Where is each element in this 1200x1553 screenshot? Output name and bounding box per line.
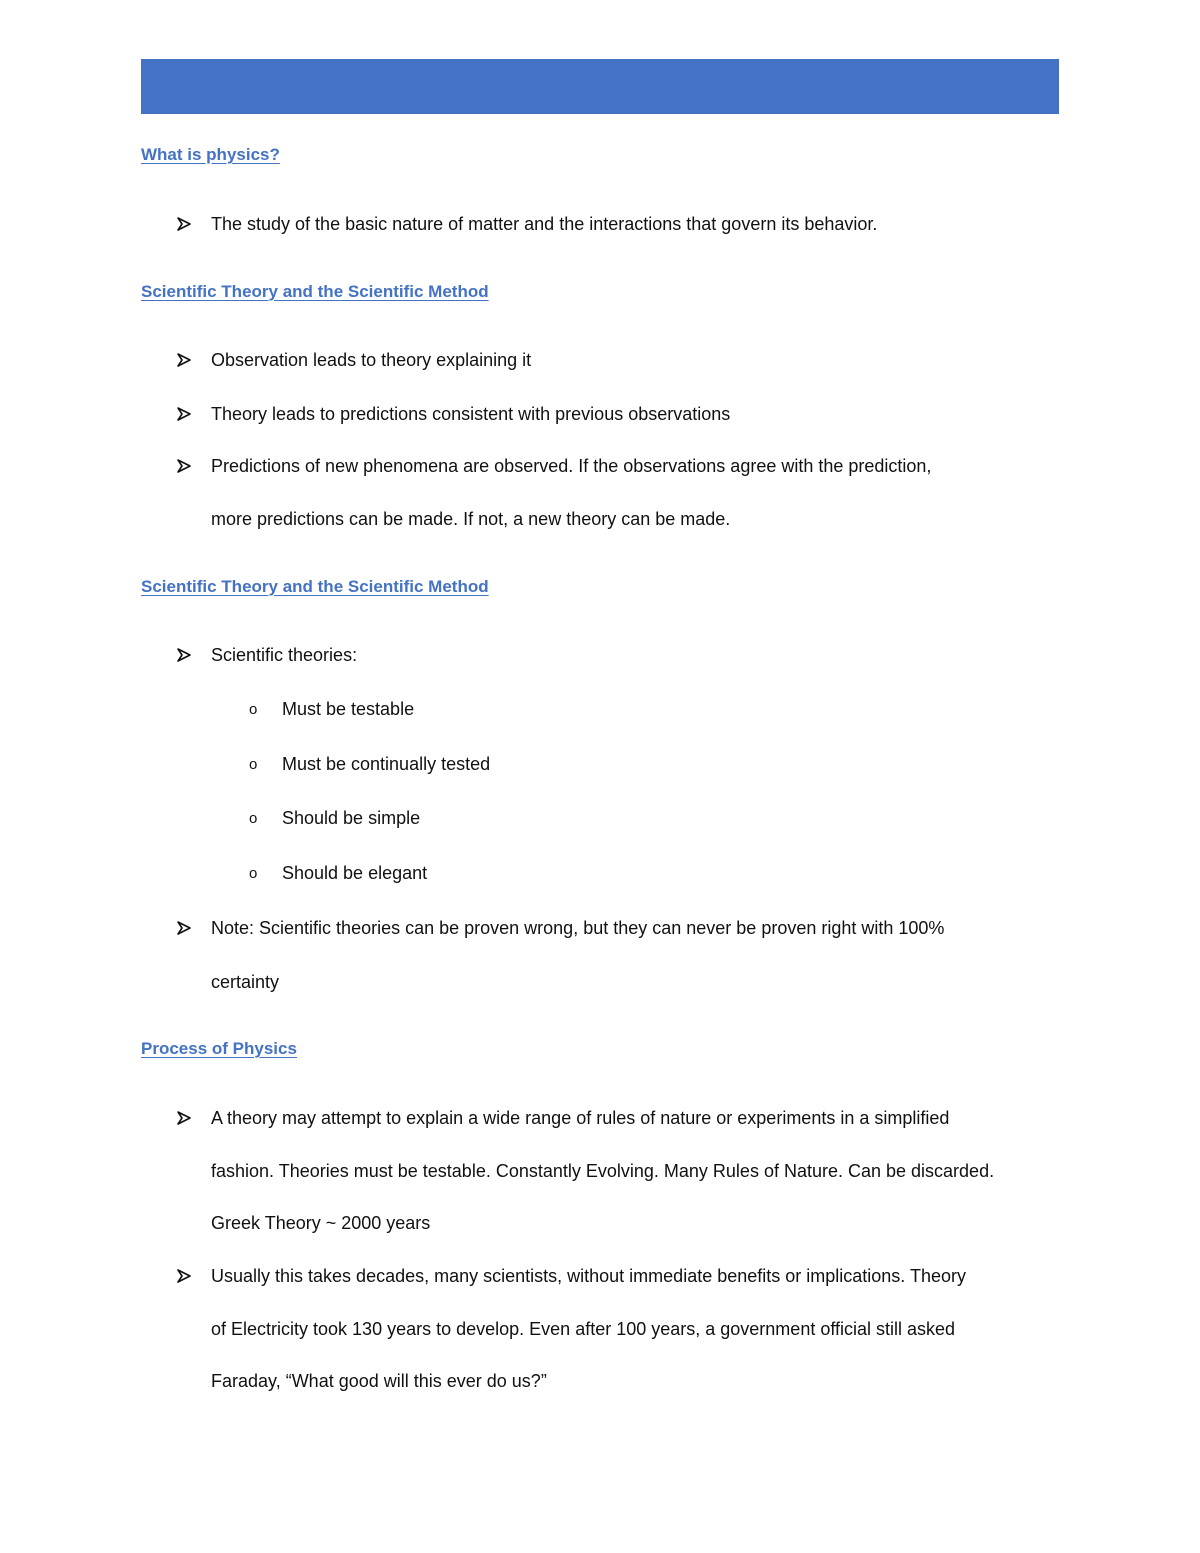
- sub-bullet-marker: o: [249, 701, 258, 718]
- bullet-text-continuation: Greek Theory ~ 2000 years: [211, 1213, 431, 1233]
- section-heading-scientific-theory: Scientific Theory and the Scientific Method: [141, 282, 489, 301]
- bullet-text: The study of the basic nature of matter and the interactions that govern its behavior.: [211, 214, 878, 234]
- arrow-bullet-icon: [176, 1107, 192, 1129]
- sub-bullet-marker: o: [249, 810, 258, 827]
- bullet-text: Observation leads to theory explaining it: [211, 350, 532, 370]
- bullet-text: Predictions of new phenomena are observed. If the observations agree with the prediction,: [211, 456, 932, 476]
- arrow-bullet-icon: [176, 644, 192, 666]
- bullet-text: Scientific theories:: [211, 645, 358, 665]
- arrow-bullet-icon: [176, 213, 192, 235]
- sub-bullet-text: Should be elegant: [282, 863, 428, 883]
- bullet-text: Usually this takes decades, many scientists, without immediate benefits or implications. Theory: [211, 1266, 966, 1286]
- sub-bullet-marker: o: [249, 756, 258, 773]
- bullet-text-continuation: Faraday, “What good will this ever do us?”: [211, 1371, 547, 1391]
- section-heading-scientific-theory-2: Scientific Theory and the Scientific Method: [141, 577, 489, 596]
- section-heading-process-of-physics: Process of Physics: [141, 1039, 297, 1058]
- arrow-bullet-icon: [176, 349, 192, 371]
- arrow-bullet-icon: [176, 917, 192, 939]
- sub-bullet-text: Should be simple: [282, 808, 421, 828]
- sub-bullet-text: Must be continually tested: [282, 754, 491, 774]
- arrow-bullet-icon: [176, 403, 192, 425]
- bullet-text-continuation: fashion. Theories must be testable. Constantly Evolving. Many Rules of Nature. Can be discarded.: [211, 1161, 995, 1181]
- bullet-text: Theory leads to predictions consistent with previous observations: [211, 404, 731, 424]
- arrow-bullet-icon: [176, 455, 192, 477]
- bullet-text-continuation: more predictions can be made. If not, a new theory can be made.: [211, 509, 731, 529]
- sub-bullet-text: Must be testable: [282, 699, 415, 719]
- bullet-text: Note: Scientific theories can be proven wrong, but they can never be proven right with 100%: [211, 918, 945, 938]
- arrow-bullet-icon: [176, 1265, 192, 1287]
- sub-bullet-marker: o: [249, 865, 258, 882]
- bullet-text: A theory may attempt to explain a wide range of rules of nature or experiments in a simplified: [211, 1108, 950, 1128]
- bullet-text-continuation: of Electricity took 130 years to develop. Even after 100 years, a government official still asked: [211, 1319, 956, 1339]
- header-banner: [141, 59, 1059, 114]
- section-heading-what-is-physics: What is physics?: [141, 145, 280, 164]
- bullet-text-continuation: certainty: [211, 972, 280, 992]
